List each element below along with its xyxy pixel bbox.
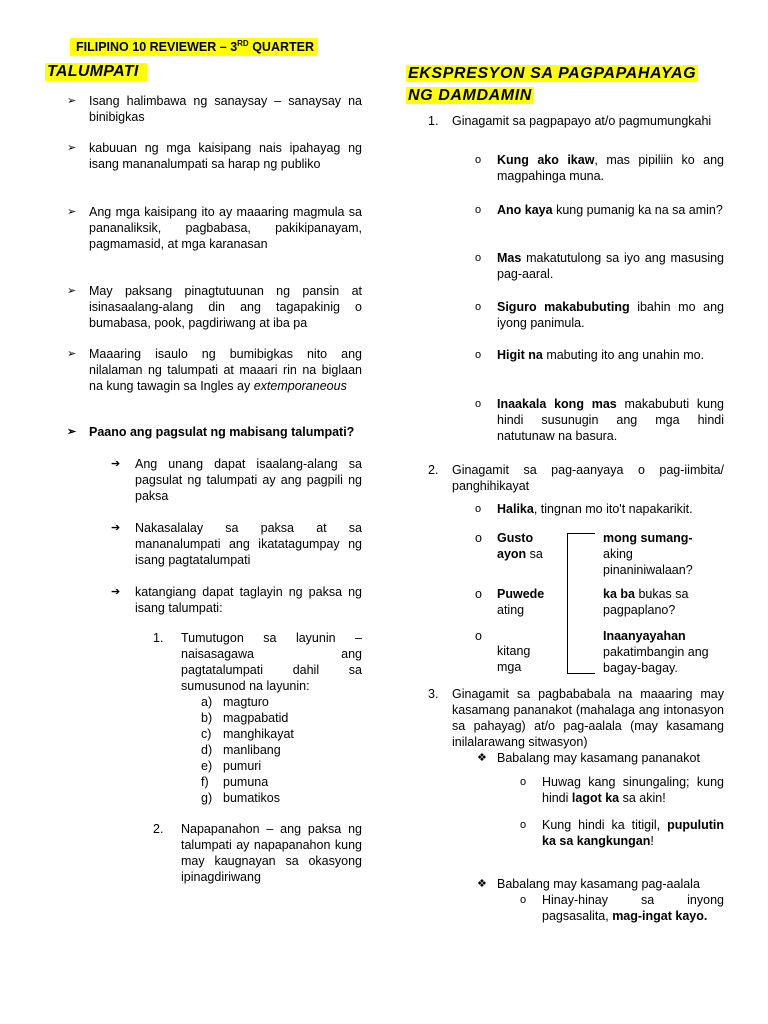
list-item: d) manlibang (201, 743, 281, 757)
list-item: f) pumuna (201, 775, 269, 789)
sub-heading: ❖ Babalang may kasamang pag-aalala (477, 877, 700, 891)
layunin-list (201, 694, 361, 806)
numbered-item-1: 1. Tumutugon sa layunin – naisasagawa ang pagtatalumpati dahil sa sumusunod na layunin: (153, 631, 362, 693)
list-item: g) bumatikos (201, 791, 280, 805)
table-cell: Puwede ating (497, 587, 545, 617)
list-item: c) manghikayat (201, 727, 294, 741)
example-item: o Mas makatutulong sa iyo ang masusing pag-aaral. (475, 251, 724, 281)
example-item: o Ano kaya kung pumanig ka na sa amin? (475, 203, 723, 217)
bullet-item: ➢ kabuuan ng mga kaisipang nais ipahayag ng isang mananalumpati sa harap ng publiko (67, 141, 362, 171)
table-cell: kitang mga (497, 644, 531, 674)
table-cell: ka ba bukas sa pagpaplano? (603, 587, 689, 617)
list-item: b) magpabatid (201, 711, 289, 725)
example-item: o Kung ako ikaw, mas pipiliin ko ang magpahinga muna. (475, 153, 724, 183)
sub-heading: ❖ Babalang may kasamang pananakot (477, 751, 700, 765)
numbered-item-2: 2. Napapanahon – ang paksa ng talumpati ay napapanahon kung may kaugnayan sa okasyong ipinagdiriwang (153, 822, 362, 884)
arrow-item: ➔ Nakasalalay sa paksa at sa mananalumpati ang ikatatagumpay ng isang pagtatalumpati (111, 521, 362, 567)
section-heading-ekspresyon: EKSPRESYON SA PAGPAPAHAYAG NG DAMDAMIN (408, 65, 697, 104)
bullet-item: ➢ Ang mga kaisipang ito ay maaaring magmula sa pananaliksik, pagbabasa, pakikipanayam, pagmamasid, at mga karanasan (67, 205, 362, 251)
bullet-marker: o (475, 531, 482, 545)
example-item: o Halika, tingnan mo ito't napakarikit. (475, 502, 693, 516)
arrow-item: ➔ Ang unang dapat isaalang-alang sa pagsulat ng talumpati ay ang pagpili ng paksa (111, 457, 362, 503)
bullet-marker: o (475, 629, 482, 643)
example-item: o Siguro makabubuting ibahin mo ang iyong panimula. (475, 300, 724, 330)
example-item: o Inaakala kong mas makabubuti kung hindi susunugin ang mga hindi natutunaw na basura. (475, 397, 724, 443)
table-border (567, 533, 595, 534)
bullet-item: ➢ Maaaring isaulo ng bumibigkas nito ang nilalaman ng talumpati at maaari rin na biglaan na kung tawagin sa Ingles ay extemporaneous (67, 347, 362, 393)
question-heading: ➢ Paano ang pagsulat ng mabisang talumpati? (67, 425, 355, 439)
list-item: a) magturo (201, 695, 269, 709)
example-item: o Kung hindi ka titigil, pupulutin ka sa kangkungan! (520, 818, 724, 848)
section-2: 2. Ginagamit sa pag-aanyaya o pag-iimbita/ panghihikayat (428, 463, 724, 493)
table-cell: Inaanyayahan pakatimbangin ang bagay-bagay. (603, 629, 709, 675)
bullet-item: ➢ Isang halimbawa ng sanaysay – sanaysay na binibigkas (67, 94, 362, 124)
example-item: o Hinay-hinay sa inyong pagsasalita, mag-ingat kayo. (520, 893, 724, 923)
bullet-item: ➢ May paksang pinagtutuunan ng pansin at isinasaalang-alang din ang tagapakinig o bumabasa, pook, pagdiriwang at iba pa (67, 284, 362, 330)
table-border (567, 673, 595, 674)
section-heading-talumpati: TALUMPATI (45, 63, 147, 81)
table-border (567, 533, 568, 673)
example-item: o Higit na mabuting ito ang unahin mo. (475, 348, 705, 362)
bullet-marker: o (475, 587, 482, 601)
example-item: o Huwag kang sinungaling; kung hindi lagot ka sa akin! (520, 775, 724, 805)
table-cell: Gusto ayon sa (497, 531, 543, 561)
section-3: 3. Ginagamit sa pagbababala na maaaring may kasamang pananakot (mahalaga ang intonasyon sa pahayag) at/o pag-aalala (may kasamang inilalarawang sitwasyon) (428, 687, 724, 749)
section-1: 1. Ginagamit sa pagpapayo at/o pagmumungkahi (428, 114, 712, 128)
arrow-item: ➔ katangiang dapat taglayin ng paksa ng isang talumpati: (111, 585, 362, 615)
page-title: FILIPINO 10 REVIEWER – 3RD QUARTER (70, 38, 318, 56)
table-cell: mong sumang- aking pinaniniwalaan? (603, 531, 693, 577)
list-item: e) pumuri (201, 759, 262, 773)
